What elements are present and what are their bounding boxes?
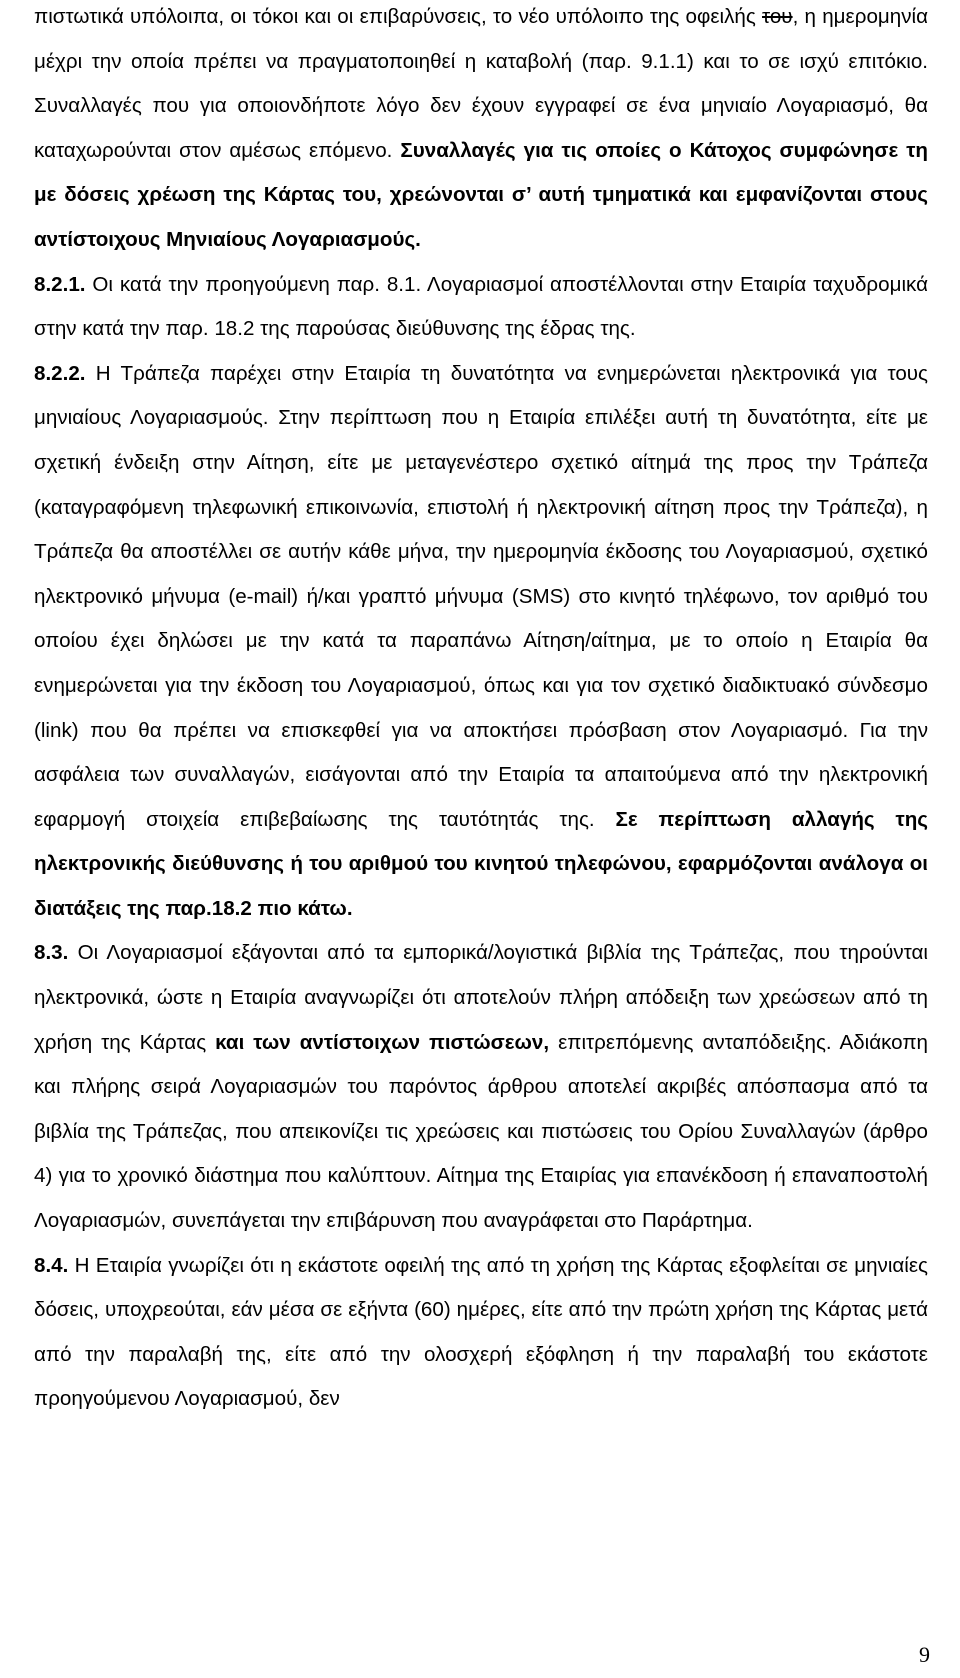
clause-text: Η Τράπεζα παρέχει στην Εταιρία τη δυνατότητα να ενημερώνεται ηλεκτρονικά για τους μηνιαίους Λογαριασμούς. Στην περίπτωση που η Εταιρία επιλέξει αυτή τη δυνατότητα, είτε με σχετική ένδειξη στην Αίτηση, είτε με μεταγενέστερο σχετικό αίτημά της προς την Τράπεζα (καταγραφόμενη τηλεφωνική επικοινωνία, επιστολή ή ηλεκτρονική αίτηση προς την Τράπεζα), η Τράπεζα θα αποστέλλει σε αυτήν κάθε μήνα, την ημερομηνία έκδοσης του Λογαριασμού, σχετικό ηλεκτρονικό μήνυμα (e-mail) ή/και γραπτό μήνυμα (SMS) στο κινητό τηλέφωνο, τον αριθμό του οποίου έχει δηλώσει με την κατά τα παραπάνω Αίτηση/αίτημα, με το οποίο η Εταιρία θα ενημερώνεται για την έκδοση του Λογαριασμού, όπως και για τον σχετικό διαδικτυακό σύνδεσμο (link) που θα πρέπει να επισκεφθεί για να αποκτήσει πρόσβαση στον Λογαριασμό. Για την ασφάλεια των συναλλαγών, εισάγονται από την Εταιρία τα απαιτούμενα από την ηλεκτρονική εφαρμογή στοιχεία επιβεβαίωσης της ταυτότητάς της. [34,361,928,831]
clause-bold-text: και των αντίστοιχων πιστώσεων, [215,1030,550,1054]
clause-number: 8.2.2. [34,361,86,385]
paragraph-8-2-1 [34,263,928,352]
strikethrough-text: του [762,5,793,28]
document-body [34,0,928,1422]
clause-number: 8.3. [34,941,69,965]
intro-text-continued: , η ημερομηνία μέχρι την οποία πρέπει να πραγματοποιηθεί η καταβολή (παρ. 9.1.1) και το σε ισχύ επιτόκιο. Συναλλαγές που για οποιονδήποτε λόγο δεν έχουν εγγραφεί σε ένα μηνιαίο Λογαριασμό, θα καταχωρούνται στον αμέσως επόμενο. [34,5,928,162]
clause-number: 8.2.1. [34,272,86,296]
paragraph-intro [34,0,928,263]
clause-number: 8.4. [34,1253,69,1277]
clause-text-continued: επιτρεπόμενης ανταπόδειξης. Αδιάκοπη και πλήρης σειρά Λογαριασμών του παρόντος άρθρου αποτελεί ακριβές απόσπασμα από τα βιβλία της Τράπεζας, που απεικονίζει τις χρεώσεις και πιστώσεις του Ορίου Συναλλαγών (άρθρο 4) για το χρονικό διάστημα που καλύπτουν. Αίτημα της Εταιρίας για επανέκδοση ή επαναποστολή Λογαριασμών, συνεπάγεται την επιβάρυνση που αναγράφεται στο Παράρτημα. [34,1030,928,1233]
intro-bold-text: Συναλλαγές για τις οποίες ο Κάτοχος συμφώνησε τη με δόσεις χρέωση της Κάρτας του, χρεώνονται σ’ αυτή τμηματικά και εμφανίζονται στους αντίστοιχους Μηνιαίους Λογαριασμούς. [34,138,928,251]
paragraph-8-4 [34,1244,928,1422]
paragraph-8-2-2 [34,352,928,932]
intro-text: πιστωτικά υπόλοιπα, οι τόκοι και οι επιβαρύνσεις, το νέο υπόλοιπο της οφειλής [34,5,763,28]
clause-text: Η Εταιρία γνωρίζει ότι η εκάστοτε οφειλή της από τη χρήση της Κάρτας εξοφλείται σε μηνιαίες δόσεις, υποχρεούται, εάν μέσα σε εξήντα (60) ημέρες, είτε από την πρώτη χρήση της Κάρτας μετά από την παραλαβή της, είτε από την ολοσχερή εξόφληση ή την παραλαβή του εκάστοτε προηγούμενου Λογαριασμού, δεν [34,1253,928,1411]
clause-text: Οι κατά την προηγούμενη παρ. 8.1. Λογαριασμοί αποστέλλονται στην Εταιρία ταχυδρομικά στην κατά την παρ. 18.2 της παρούσας διεύθυνσης της έδρας της. [34,272,928,341]
paragraph-8-3 [34,931,928,1243]
page-number: 9 [919,1642,930,1667]
clause-text: Οι Λογαριασμοί εξάγονται από τα εμπορικά/λογιστικά βιβλία της Τράπεζας, που τηρούνται ηλεκτρονικά, ώστε η Εταιρία αναγνωρίζει ότι αποτελούν πλήρη απόδειξη των χρεώσεων από τη χρήση της Κάρτας [34,941,928,1054]
clause-bold-text: Σε περίπτωση αλλαγής της ηλεκτρονικής διεύθυνσης ή του αριθμού του κινητού τηλεφώνου, εφαρμόζονται ανάλογα οι διατάξεις της παρ.18.2 πιο κάτω. [34,807,928,920]
